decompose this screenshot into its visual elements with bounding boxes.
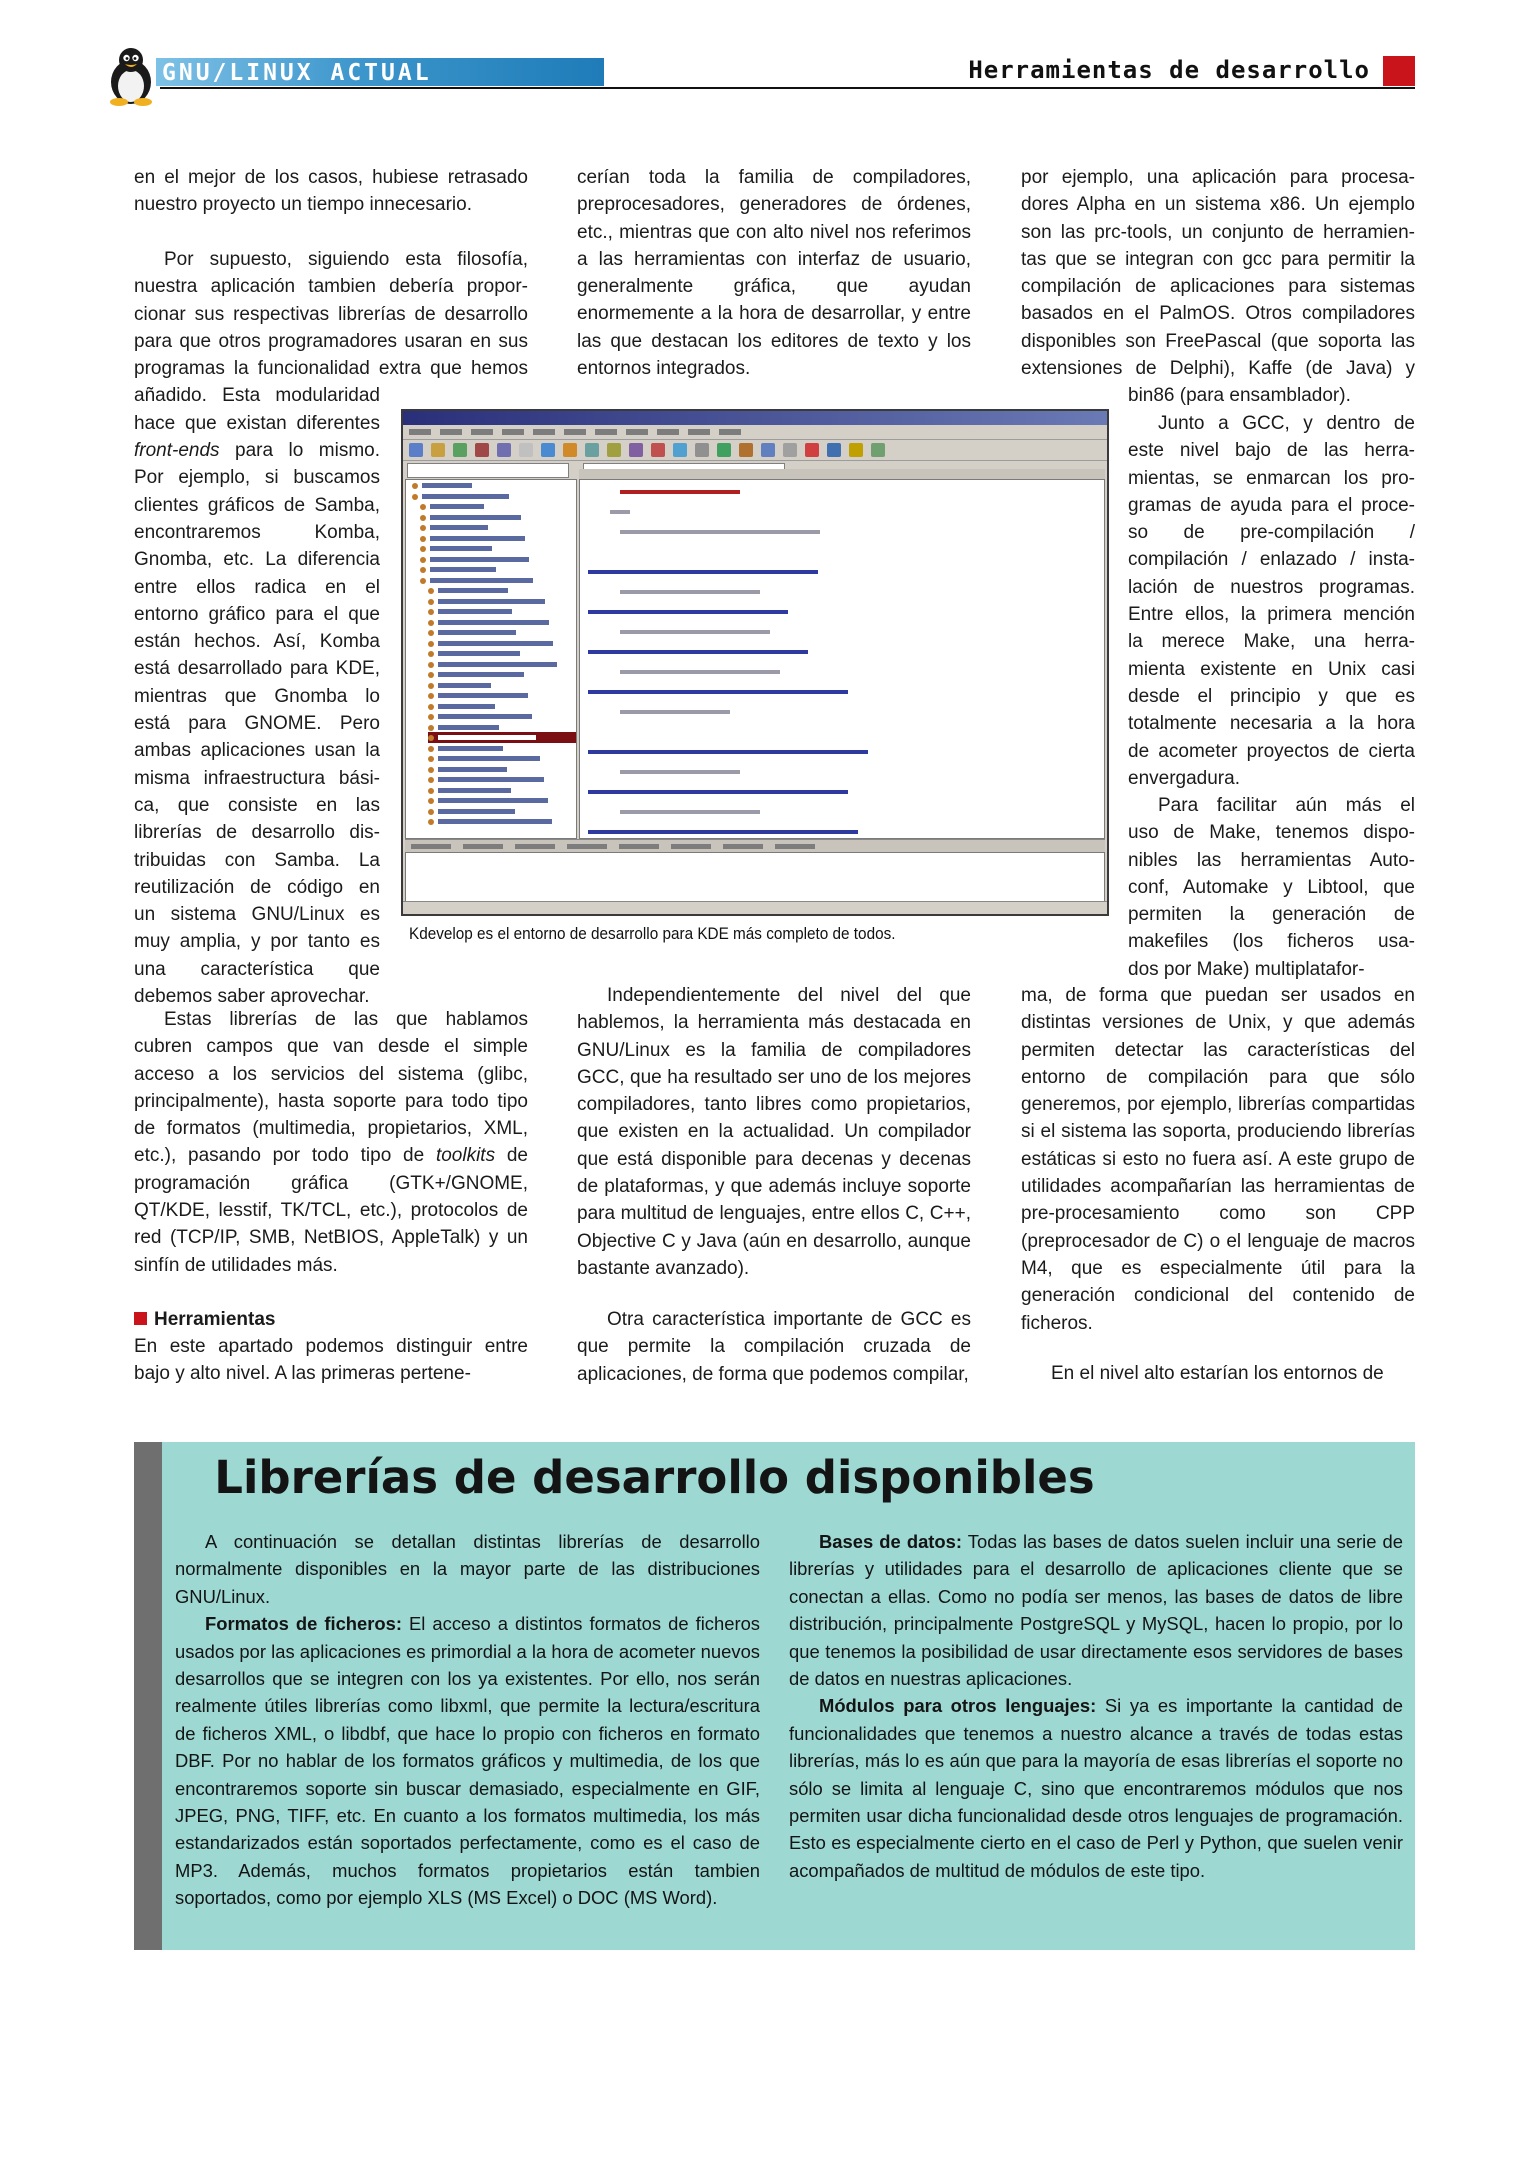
toolbar-icon — [761, 443, 775, 457]
modules-label: Módulos para otros lenguajes: — [819, 1695, 1097, 1717]
tree-item — [428, 596, 576, 607]
screenshot-statusbar — [403, 901, 1107, 914]
toolbar-icon — [475, 443, 489, 457]
tree-item — [420, 501, 576, 512]
code-line — [610, 510, 630, 514]
text-line: compilación / enlazado / insta- — [1128, 549, 1415, 571]
text-line: por ejemplo, una aplicación para procesa- — [1021, 167, 1415, 188]
text-line: programas la funcionalidad extra que hemos — [134, 358, 528, 380]
text-line: uso de Make, tenemos dispo- — [1128, 822, 1415, 844]
tree-item — [428, 617, 576, 628]
col1-paragraph-4: En este apartado podemos distinguir entre bajo y alto nivel. A las primeras pertene- — [134, 1336, 528, 1385]
sidebar-databases — [789, 1528, 1403, 1692]
sidebar-stripe — [134, 1442, 162, 1950]
col3-paragraph-4: En el nivel alto estarían los entornos de — [1051, 1363, 1384, 1384]
tree-item — [420, 575, 576, 586]
col1-paragraph-3 — [134, 1006, 528, 1279]
tree-item — [420, 554, 576, 565]
code-line — [620, 490, 740, 494]
tree-item — [428, 795, 576, 806]
text-line: tas que se integran con gcc para permitir la — [1021, 248, 1415, 270]
text-line: so de pre-compilación / — [1128, 522, 1415, 544]
tree-item — [412, 480, 576, 491]
tree-item — [428, 606, 576, 617]
tree-item — [428, 638, 576, 649]
tree-item — [428, 774, 576, 785]
text-line: Por ejemplo, si buscamos — [134, 467, 380, 489]
text-line: totalmente necesaria a la hora — [1128, 713, 1415, 735]
text-line: ca, que consiste en las — [134, 794, 380, 816]
tree-item — [428, 711, 576, 722]
text-line: basados en el PalmOS. Otros compiladores — [1021, 303, 1415, 325]
text-line: gramas de ayuda para el proce- — [1128, 494, 1415, 516]
text-line: dos por Make) multiplatafor- — [1128, 958, 1365, 980]
col3-paragraph-3-continued: ma, de forma que puedan ser usados en distintas versiones de Unix, y que además permiten detectar las características del entorno de compilación para que sólo generemos, por ejemplo, librerías compartidas si el sistema las soporta, produciendo librerías estáticas si esto no fuera así. A este grupo de utilidades acompañarían las herramientas de pre-procesamiento como son CPP (preprocesador de C) o el lenguaje de macros M4, que es especialmente útil para la generación condicional del contenido de ficheros. — [1021, 985, 1415, 1334]
tree-item — [420, 564, 576, 575]
text-line: nuestra aplicación tambien debería propor- — [134, 276, 528, 298]
col1-paragraph-1: en el mejor de los casos, hubiese retrasado nuestro proyecto un tiempo innecesario. — [134, 167, 528, 216]
tree-item — [428, 732, 576, 743]
code-line — [588, 570, 818, 574]
tree-item — [428, 816, 576, 827]
text-line: una característica que — [134, 958, 380, 980]
databases-label: Bases de datos: — [819, 1531, 963, 1552]
text-line: mienta existente en Unix casi — [1128, 658, 1415, 680]
text-line: conf, Automake y Libtool, que — [1128, 876, 1415, 898]
text-line: lación de nuestros programas. — [1128, 576, 1415, 598]
code-line — [588, 750, 868, 754]
tree-item — [428, 690, 576, 701]
text-line: tribuidas con Samba. La — [134, 849, 380, 871]
toolbar-icon — [497, 443, 511, 457]
text-line: Entre ellos, la primera mención — [1128, 604, 1415, 626]
text-line: está para GNOME. Pero — [134, 713, 380, 735]
header-rule — [160, 87, 1415, 89]
tree-item — [428, 764, 576, 775]
screenshot-output-panel — [405, 852, 1105, 902]
text-line: Gnomba, etc. La diferencia — [134, 549, 380, 571]
col2-paragraph-3: Otra característica importante de GCC es que permite la compilación cruzada de aplicaciones, de forma que podemos compilar, — [577, 1309, 971, 1385]
toolbar-icon — [629, 443, 643, 457]
code-line — [620, 630, 770, 634]
code-line — [588, 790, 848, 794]
text-line: son las prc-tools, un conjunto de herramien- — [1021, 221, 1415, 243]
page-header — [100, 44, 1415, 106]
code-line — [620, 530, 820, 534]
toolbar-icon — [695, 443, 709, 457]
text-line: mientras que Gnomba lo — [134, 685, 380, 707]
code-line — [620, 670, 780, 674]
text-line: Para facilitar aún más el — [1158, 795, 1415, 816]
col2-paragraph-1: cerían toda la familia de compiladores, preprocesadores, generadores de órdenes, etc., mientras que con alto nivel nos referimos a las herramientas con interfaz de usuario, generalmente gráfica, que ayudan enormemente a la hora de desarrollar, y entre las que destacan los editores de texto y los entornos integrados. — [577, 167, 971, 380]
sidebar-intro: A continuación se detallan distintas librerías de desarrollo normalmente disponibles en la mayor parte de las distribuciones GNU/Linux. — [175, 1531, 760, 1607]
tree-item — [428, 669, 576, 680]
toolbar-icon — [783, 443, 797, 457]
toolbar-icon — [717, 443, 731, 457]
sidebar-right-column — [789, 1528, 1403, 1884]
text-line: compilación de aplicaciones para sistemas — [1021, 276, 1415, 298]
toolbar-icon — [827, 443, 841, 457]
tree-item — [428, 627, 576, 638]
section-title: Herramientas de desarrollo — [968, 56, 1370, 84]
sidebar-left-column — [175, 1528, 760, 1912]
sidebar-modules — [789, 1692, 1403, 1884]
text-line: un sistema GNU/Linux es — [134, 904, 380, 926]
screenshot-toolbar — [403, 440, 1107, 461]
tree-item — [428, 659, 576, 670]
col1-paragraph-3-text: Estas librerías de las que hablamos cubren campos que van desde el simple acceso a los servicios del sistema (glibc, principalmente), hasta soporte para todo tipo de formatos (multimedia, propietarios, XML, etc.), pasando por todo tipo de toolkits de programación gráfica (GTK+/GNOME, QT/KDE, lesstif, TK/TCL, etc.), protocolos de red (TCP/IP, SMB, NetBIOS, AppleTalk) y un sinfín de utilidades más. — [134, 1009, 528, 1276]
tree-item — [428, 806, 576, 817]
tree-item — [420, 543, 576, 554]
tree-item — [428, 753, 576, 764]
toolbar-icon — [607, 443, 621, 457]
text-line: reutilización de código en — [134, 876, 380, 898]
code-line — [588, 650, 808, 654]
text-line: bin86 (para ensamblador). — [1128, 385, 1351, 407]
col3-paragraph-2 — [1128, 410, 1415, 792]
text-line: hace que existan diferentes — [134, 412, 380, 434]
screenshot-editor-tabs — [579, 469, 1105, 479]
tree-item — [428, 722, 576, 733]
figure-caption: Kdevelop es el entorno de desarrollo para KDE más completo de todos. — [409, 924, 896, 943]
text-line: desde el principio y que es — [1128, 685, 1415, 707]
code-line — [620, 590, 760, 594]
toolbar-icon — [409, 443, 423, 457]
text-line: ambas aplicaciones usan la — [134, 740, 380, 762]
text-line: disponibles son FreePascal (que soporta las — [1021, 330, 1415, 352]
formats-text: El acceso a distintos formatos de ficheros usados por las aplicaciones es primordial a la hora de acometer nuevos desarrollos que se integren con los ya existentes. Por ello, nos serán realmente útiles librerías como libxml, que permite la lectura/escritura de ficheros XML, o libdbf, que hace lo propio con ficheros en formato DBF. Por no hablar de los formatos gráficos y multimedia, de los que encontraremos soporte sin buscar demasiado, especialmente en GIF, JPEG, PNG, TIFF, etc. En cuanto a los formatos multimedia, los más estandarizados están soportados perfectamente, como es el caso de MP3. Además, muchos formatos propietarios están tambien soportados, como por ejemplo XLS (MS Excel) o DOC (MS Word). — [175, 1613, 760, 1909]
section-heading-herramientas — [134, 1306, 275, 1333]
screenshot-menubar — [403, 425, 1107, 440]
toolbar-icon — [849, 443, 863, 457]
formats-label: Formatos de ficheros: — [205, 1613, 402, 1635]
screenshot-code-editor — [579, 479, 1105, 839]
screenshot-tree-tabs — [405, 469, 575, 479]
text-line: debemos saber aprovechar. — [134, 986, 370, 1008]
code-line — [620, 770, 740, 774]
tree-item — [428, 701, 576, 712]
sidebar-formats — [175, 1610, 760, 1911]
toolbar-icon — [563, 443, 577, 457]
text-line: Por supuesto, siguiendo esta filosofía, — [164, 249, 528, 270]
text-line: dores Alpha en un sistema x86. Un ejemplo — [1021, 194, 1415, 216]
code-line — [588, 830, 858, 834]
text-line: están hechos. Así, Komba — [134, 631, 380, 653]
tree-item — [420, 512, 576, 523]
col2-paragraph-2: Independientemente del nivel del que hablemos, la herramienta más destacada en GNU/Linux es la familia de compiladores GCC, que ha resultado ser uno de los mejores compiladores, tanto libres como propietarios, que existen en la actualidad. Un compilador que está disponible para decenas y decenas de plataformas, y que además incluye soporte para multitud de lenguajes, entre ellos C, C++, Objective C y Java (aún en desarrollo, aunque bastante avanzado). — [577, 985, 971, 1279]
toolbar-icon — [871, 443, 885, 457]
toolbar-icon — [585, 443, 599, 457]
screenshot-output-tabs — [405, 839, 1105, 852]
toolbar-icon — [651, 443, 665, 457]
toolbar-icon — [453, 443, 467, 457]
text-line: de acometer proyectos de cierta — [1128, 740, 1415, 762]
col3-paragraph-3 — [1128, 792, 1415, 983]
text-line: nibles las herramientas Auto- — [1128, 849, 1415, 871]
text-line: clientes gráficos de Samba, — [134, 494, 380, 516]
tux-penguin-icon — [100, 44, 162, 106]
tree-item — [428, 585, 576, 596]
text-line: envergadura. — [1128, 767, 1240, 789]
tree-item — [412, 491, 576, 502]
heading-bullet — [134, 1312, 147, 1325]
toolbar-icon — [739, 443, 753, 457]
tree-item — [428, 648, 576, 659]
text-line: entorno gráfico para el que — [134, 603, 380, 625]
section-marker — [1383, 56, 1415, 86]
col3-paragraph-1 — [1021, 164, 1415, 410]
text-line: librerías de desarrollo dis- — [134, 822, 380, 844]
text-line: añadido. Esta modularidad — [134, 385, 380, 407]
heading-text: Herramientas — [154, 1309, 276, 1330]
text-line: entre ellos radica en el — [134, 576, 380, 598]
text-line: para que otros programadores usaran en sus — [134, 330, 528, 352]
screenshot-titlebar — [403, 411, 1107, 425]
text-line: cionar sus respectivas librerías de desarrollo — [134, 303, 528, 325]
text-line: encontraremos Komba, — [134, 521, 380, 543]
tree-item — [428, 743, 576, 754]
toolbar-icon — [541, 443, 555, 457]
code-line — [620, 710, 730, 714]
code-line — [588, 690, 848, 694]
tree-item — [428, 680, 576, 691]
text-line: está desarrollado para KDE, — [134, 658, 380, 680]
text-line: este nivel bajo de las herra- — [1128, 440, 1415, 462]
text-line: la merece Make, una herra- — [1128, 631, 1415, 653]
tree-item — [428, 785, 576, 796]
sidebar-title: Librerías de desarrollo disponibles — [214, 1451, 1095, 1504]
text-line: makefiles (los ficheros usa- — [1128, 931, 1415, 953]
text-line: front-ends para lo mismo. — [134, 440, 380, 462]
text-line: mientas, se enmarcan los pro- — [1128, 467, 1415, 489]
toolbar-icon — [519, 443, 533, 457]
kdevelop-screenshot-image — [401, 409, 1109, 916]
databases-text: Todas las bases de datos suelen incluir una serie de librerías y utilidades para el desarrollo de aplicaciones cliente que se conectan a ellas. Como no podía ser menos, las bases de datos de libre distribución, principalmente PostgreSQL y MySQL, hacen lo propio, por lo que tenemos la posibilidad de usar directamente esos servidores de bases de datos en nuestras aplicaciones. — [789, 1531, 1404, 1690]
tree-item — [420, 533, 576, 544]
text-line: misma infraestructura bási- — [134, 767, 380, 789]
modules-text: Si ya es importante la cantidad de funcionalidades que tenemos a nuestro alcance a través de todas estas librerías, más lo es aún que para la mayoría de esas librerías el soporte no sólo se limita al lenguaje C, sino que encontraremos módulos que nos permiten usar dicha funcionalidad desde otros lenguajes de programación. Esto es especialmente cierto en el caso de Perl y Python, que suelen venir acompañados de multitud de módulos de este tipo. — [789, 1695, 1404, 1881]
toolbar-icon — [673, 443, 687, 457]
text-line: Junto a GCC, y dentro de — [1158, 413, 1415, 434]
text-line: permiten la generación de — [1128, 904, 1415, 926]
code-line — [588, 610, 788, 614]
tree-item — [420, 522, 576, 533]
text-line: extensiones de Delphi), Kaffe (de Java) y — [1021, 358, 1415, 380]
magazine-title: GNU/LINUX ACTUAL — [162, 60, 432, 86]
toolbar-icon — [431, 443, 445, 457]
text-line: muy amplia, y por tanto es — [134, 931, 380, 953]
code-line — [620, 810, 760, 814]
screenshot-class-tree — [405, 479, 577, 839]
toolbar-icon — [805, 443, 819, 457]
